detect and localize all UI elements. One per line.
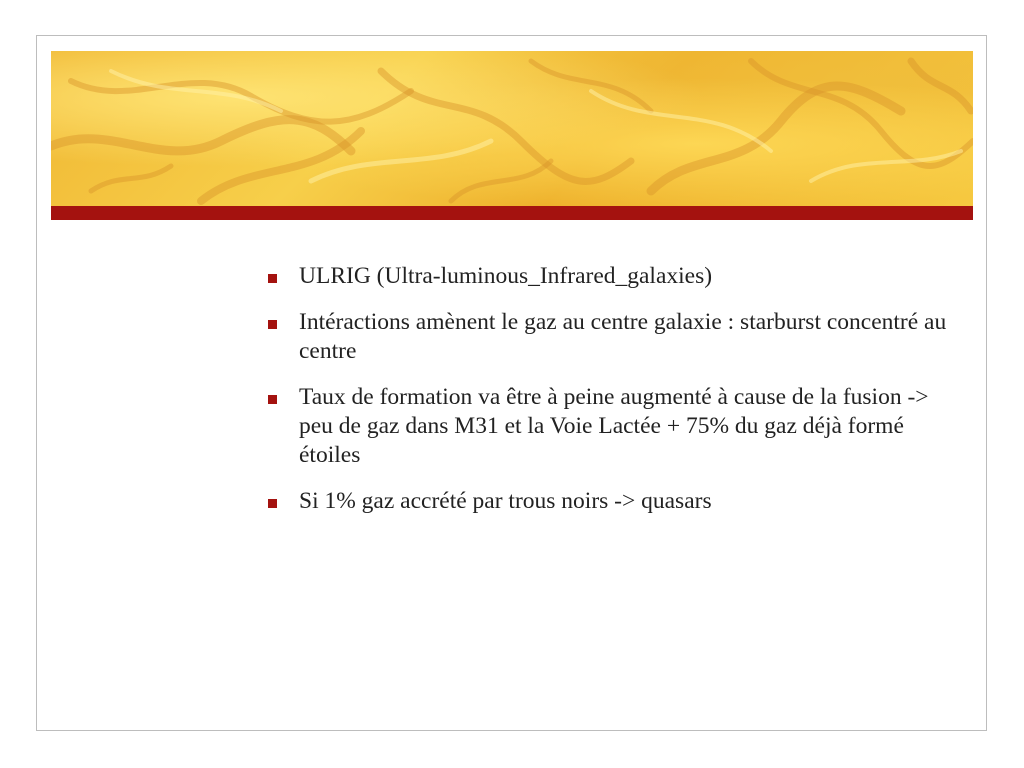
bullet-text: Intéractions amènent le gaz au centre galaxie : starburst concentré au centre: [299, 309, 947, 364]
bullet-item: [268, 262, 948, 291]
bullet-marker: [268, 499, 277, 508]
bullet-text: Si 1% gaz accrété par trous noirs -> quasars: [299, 488, 712, 514]
bullet-list: [268, 262, 948, 533]
banner-texture: [51, 51, 973, 206]
bullet-item: [268, 308, 948, 366]
banner-stripe: [51, 206, 973, 220]
bullet-item: [268, 487, 948, 516]
decorative-banner: [51, 51, 973, 206]
bullet-marker: [268, 274, 277, 283]
bullet-text: ULRIG (Ultra-luminous_Infrared_galaxies): [299, 263, 713, 289]
bullet-item: [268, 383, 948, 470]
bullet-marker: [268, 320, 277, 329]
bullet-text: Taux de formation va être à peine augmenté à cause de la fusion -> peu de gaz dans M31 et la Voie Lactée + 75% du gaz déjà formé étoiles: [299, 384, 929, 468]
bullet-marker: [268, 395, 277, 404]
